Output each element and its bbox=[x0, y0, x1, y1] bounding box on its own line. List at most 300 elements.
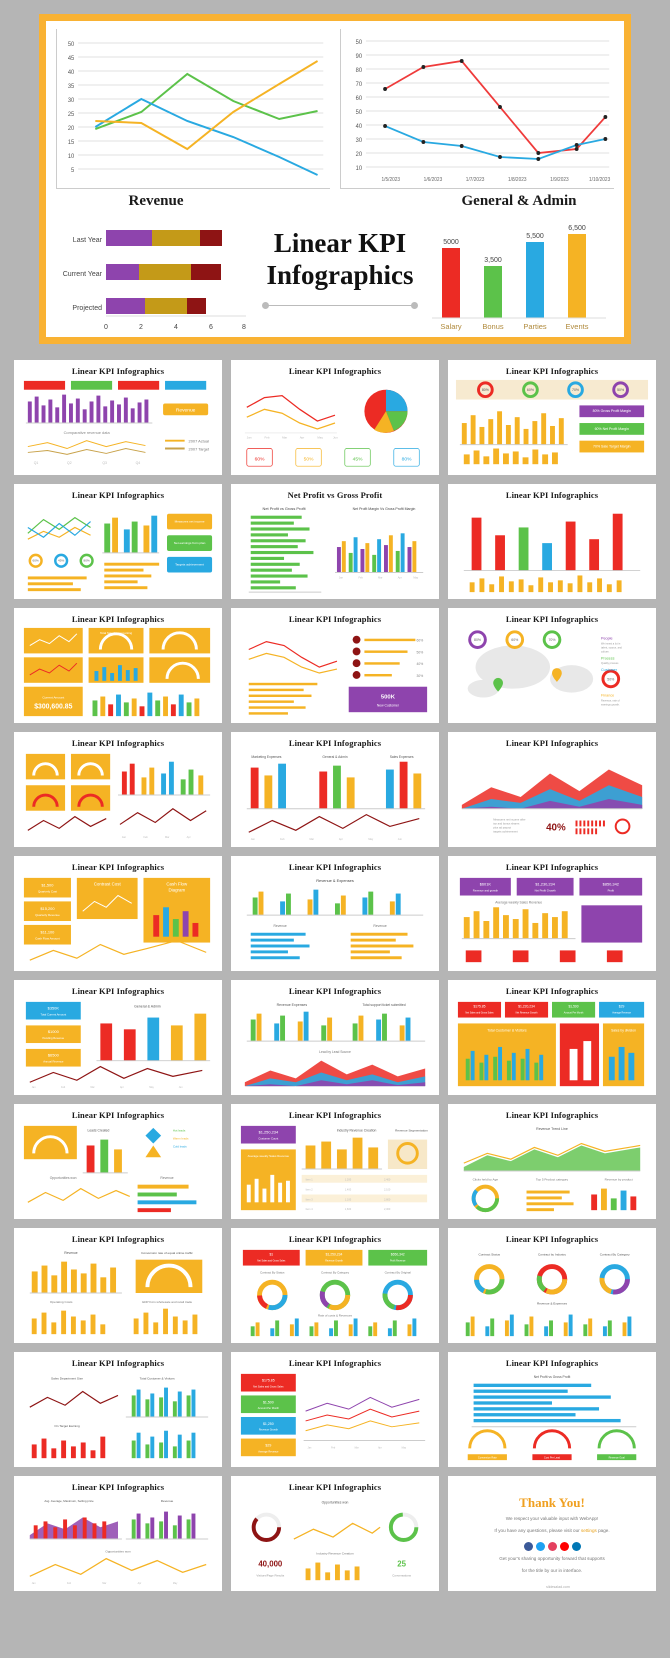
svg-text:Total Current Amount: Total Current Amount bbox=[40, 1013, 67, 1017]
slide-content bbox=[237, 751, 433, 843]
svg-text:earnings growth.: earnings growth. bbox=[601, 703, 620, 707]
svg-text:1/5/2023: 1/5/2023 bbox=[381, 177, 401, 184]
slide-content bbox=[20, 1495, 216, 1587]
slide-title: Linear KPI Infographics bbox=[288, 1234, 382, 1244]
slide-title: Linear KPI Infographics bbox=[71, 1234, 165, 1244]
svg-text:40%: 40% bbox=[546, 822, 566, 834]
slide-thumb-21[interactable] bbox=[448, 1104, 656, 1219]
svg-text:Revenue: Revenue bbox=[175, 408, 196, 414]
slide-thumb-22[interactable] bbox=[14, 1228, 222, 1343]
svg-text:Jan: Jan bbox=[250, 838, 255, 842]
slide-title: Linear KPI Infographics bbox=[505, 1358, 599, 1368]
svg-text:70: 70 bbox=[355, 81, 363, 89]
svg-text:50%: 50% bbox=[416, 650, 424, 655]
svg-text:Rate of costs & Revenues: Rate of costs & Revenues bbox=[318, 1313, 352, 1318]
svg-text:Revenue by product: Revenue by product bbox=[604, 1177, 633, 1182]
svg-text:1/9/2023: 1/9/2023 bbox=[550, 177, 569, 184]
svg-text:Visitors/Page Results: Visitors/Page Results bbox=[256, 1573, 285, 1578]
svg-text:$650,342: $650,342 bbox=[390, 1252, 405, 1257]
svg-text:May: May bbox=[368, 838, 374, 842]
slide-content bbox=[237, 1123, 433, 1215]
slide-thumb-20[interactable] bbox=[231, 1104, 439, 1219]
slide-thumb-13[interactable] bbox=[14, 856, 222, 971]
svg-text:Process: Process bbox=[601, 656, 615, 661]
svg-text:Sales by division: Sales by division bbox=[611, 1028, 636, 1033]
svg-text:50%: 50% bbox=[617, 388, 625, 393]
svg-text:Net Profit vs Gross Profit: Net Profit vs Gross Profit bbox=[533, 1374, 571, 1379]
slide-thumb-4[interactable] bbox=[14, 484, 222, 599]
svg-text:$1,250,234: $1,250,234 bbox=[258, 1129, 279, 1135]
svg-text:50: 50 bbox=[355, 109, 363, 117]
slide-thumb-19[interactable] bbox=[14, 1104, 222, 1219]
footer-brand: slidesalad.com bbox=[546, 1585, 570, 1589]
svg-text:Marketing Expenses: Marketing Expenses bbox=[251, 754, 282, 759]
svg-text:Average weekly Sales Revenue: Average weekly Sales Revenue bbox=[495, 900, 543, 905]
slide-title: Linear KPI Infographics bbox=[288, 862, 382, 872]
svg-text:Conversion Rate: Conversion Rate bbox=[477, 1456, 497, 1460]
slide-content bbox=[454, 875, 650, 967]
svg-text:90: 90 bbox=[355, 53, 363, 61]
svg-text:60: 60 bbox=[355, 95, 363, 103]
svg-text:Apr: Apr bbox=[186, 836, 191, 840]
slide-thumb-5[interactable] bbox=[231, 484, 439, 599]
svg-text:$175.85: $175.85 bbox=[262, 1378, 275, 1383]
slide-title: Linear KPI Infographics bbox=[505, 862, 599, 872]
slide-thumb-1[interactable] bbox=[14, 360, 222, 475]
svg-text:$1000: $1000 bbox=[47, 1029, 59, 1035]
svg-text:1/6/2023: 1/6/2023 bbox=[423, 177, 443, 184]
svg-text:GDP from wholesale and retail: GDP from wholesale and retail trade bbox=[141, 1299, 193, 1304]
svg-text:Quarterly Revenue: Quarterly Revenue bbox=[35, 913, 60, 918]
social-icons[interactable] bbox=[454, 1542, 650, 1551]
svg-text:Diagram: Diagram bbox=[168, 887, 186, 893]
svg-text:Net earnings from plan: Net earnings from plan bbox=[173, 541, 206, 546]
svg-text:talent, source, and: talent, source, and bbox=[601, 646, 622, 650]
slide-title: Linear KPI Infographics bbox=[505, 1110, 599, 1120]
svg-text:tax and bonus shares: tax and bonus shares bbox=[493, 822, 520, 826]
svg-text:Current Amount: Current Amount bbox=[42, 695, 65, 700]
hero-top-charts bbox=[56, 29, 614, 189]
svg-text:Revenue Trend Line: Revenue Trend Line bbox=[536, 1126, 568, 1131]
svg-text:Current Year: Current Year bbox=[62, 271, 102, 278]
svg-text:Feb: Feb bbox=[67, 1583, 72, 1586]
svg-text:$1,500: $1,500 bbox=[41, 882, 54, 888]
slide-thumb-7[interactable] bbox=[14, 608, 222, 723]
slide-title: Linear KPI Infographics bbox=[288, 1358, 382, 1368]
svg-text:Cash Flow: Cash Flow bbox=[166, 881, 188, 887]
slide-thumb-8[interactable] bbox=[231, 608, 439, 723]
svg-text:Apr: Apr bbox=[137, 1583, 142, 1586]
svg-text:Apr: Apr bbox=[378, 1447, 382, 1450]
slide-title: Linear KPI Infographics bbox=[288, 366, 382, 376]
svg-text:May: May bbox=[317, 435, 323, 440]
svg-text:40: 40 bbox=[67, 69, 75, 77]
svg-text:5,500: 5,500 bbox=[526, 233, 544, 240]
svg-text:80%: 80% bbox=[473, 638, 482, 643]
svg-text:2: 2 bbox=[139, 324, 143, 331]
svg-text:$1,500: $1,500 bbox=[262, 1400, 274, 1405]
slide-content bbox=[454, 999, 650, 1091]
svg-text:On Target Earning: On Target Earning bbox=[54, 1423, 80, 1428]
svg-text:Net Profit Growth: Net Profit Growth bbox=[534, 889, 556, 893]
svg-text:Jan: Jan bbox=[121, 836, 127, 840]
svg-text:1/10/2023: 1/10/2023 bbox=[589, 177, 611, 184]
svg-text:New Customer: New Customer bbox=[376, 703, 399, 708]
slide-title: Linear KPI Infographics bbox=[288, 986, 382, 996]
svg-text:Net Profit Margin Vs Gross Pro: Net Profit Margin Vs Gross Profit Margin bbox=[352, 506, 416, 511]
settings-link[interactable]: settings bbox=[580, 1527, 597, 1533]
svg-text:Net Sales and Gross Sales: Net Sales and Gross Sales bbox=[465, 1012, 494, 1015]
hero-line-chart-left bbox=[56, 29, 330, 189]
slide-thumb-2[interactable] bbox=[231, 360, 439, 475]
svg-text:plus ad payout: plus ad payout bbox=[493, 826, 511, 830]
svg-text:70% Sale Target Margin: 70% Sale Target Margin bbox=[593, 444, 631, 449]
svg-text:Warm leads: Warm leads bbox=[172, 1136, 189, 1141]
hero-bottom-row bbox=[56, 193, 614, 341]
hero-slide bbox=[39, 14, 631, 344]
svg-text:Net Sales and Gross Sales: Net Sales and Gross Sales bbox=[257, 1260, 286, 1263]
svg-text:Opportunities won: Opportunities won bbox=[321, 1500, 349, 1505]
slide-content bbox=[20, 503, 216, 595]
svg-text:Revenue: Revenue bbox=[160, 1498, 174, 1503]
svg-text:Revenue and growth: Revenue and growth bbox=[472, 889, 498, 893]
slide-thumb-30-thank-you[interactable] bbox=[448, 1476, 656, 1591]
svg-text:Sales Expenses: Sales Expenses bbox=[389, 754, 414, 759]
svg-text:30%: 30% bbox=[416, 673, 424, 678]
slide-content bbox=[237, 1371, 433, 1463]
svg-text:Customer: Customer bbox=[601, 668, 618, 673]
svg-text:targets achievement: targets achievement bbox=[493, 830, 518, 834]
slide-thumb-26[interactable] bbox=[231, 1352, 439, 1467]
slide-content bbox=[454, 1123, 650, 1215]
svg-text:Sales Department Size: Sales Department Size bbox=[51, 1376, 84, 1381]
svg-text:Revenue & Expenses: Revenue & Expenses bbox=[536, 1301, 568, 1306]
hero-title-line2: Infographics bbox=[266, 259, 414, 290]
hero-revenue-block bbox=[56, 193, 256, 341]
svg-text:Revenue: Revenue bbox=[373, 923, 387, 928]
slide-content bbox=[20, 1123, 216, 1215]
svg-text:Conversations: Conversations bbox=[392, 1573, 412, 1578]
svg-text:Revenue Growth: Revenue Growth bbox=[325, 1260, 343, 1263]
slide-title: Linear KPI Infographics bbox=[288, 1110, 382, 1120]
thank-you-line2 bbox=[464, 1528, 640, 1535]
svg-text:4: 4 bbox=[174, 324, 178, 331]
svg-text:Clicks held by Age: Clicks held by Age bbox=[472, 1177, 499, 1182]
slide-content bbox=[237, 875, 433, 967]
svg-text:80%: 80% bbox=[401, 457, 412, 463]
slide-content bbox=[237, 1247, 433, 1339]
hero-admin-block bbox=[424, 193, 614, 341]
svg-text:80%: 80% bbox=[481, 388, 489, 393]
svg-text:20: 20 bbox=[355, 151, 363, 159]
svg-text:Operating Costs: Operating Costs bbox=[49, 1299, 73, 1304]
svg-text:Bonus: Bonus bbox=[482, 322, 504, 331]
svg-text:Item 1: Item 1 bbox=[305, 1178, 313, 1182]
svg-text:Jun: Jun bbox=[333, 435, 338, 440]
svg-text:Customer Count: Customer Count bbox=[258, 1137, 279, 1141]
slide-title: Linear KPI Infographics bbox=[505, 986, 599, 996]
svg-text:Opportunities won: Opportunities won bbox=[105, 1549, 131, 1554]
svg-text:10: 10 bbox=[67, 153, 75, 161]
slide-title: Linear KPI Infographics bbox=[71, 1482, 165, 1492]
slide-content bbox=[237, 379, 433, 471]
slide-content bbox=[454, 627, 650, 719]
svg-text:60% Net Profit Margin: 60% Net Profit Margin bbox=[594, 426, 629, 431]
hero-title-block bbox=[256, 193, 424, 341]
slide-content bbox=[20, 627, 216, 719]
svg-text:5000: 5000 bbox=[443, 239, 459, 246]
svg-text:2,400: 2,400 bbox=[384, 1178, 391, 1182]
svg-text:Opportunities won: Opportunities won bbox=[49, 1175, 77, 1180]
svg-text:$1,250,234: $1,250,234 bbox=[325, 1252, 343, 1257]
svg-text:Jun: Jun bbox=[178, 1087, 183, 1090]
youtube-icon[interactable] bbox=[560, 1542, 569, 1551]
svg-text:Amount Per Month: Amount Per Month bbox=[257, 1407, 279, 1411]
svg-text:50: 50 bbox=[67, 41, 75, 49]
svg-text:40%: 40% bbox=[416, 662, 424, 667]
svg-text:45%: 45% bbox=[58, 558, 65, 563]
svg-text:80%: 80% bbox=[83, 558, 90, 563]
svg-text:Feb: Feb bbox=[331, 1447, 336, 1450]
svg-text:50%: 50% bbox=[607, 677, 615, 682]
svg-text:Cash Flow Amount: Cash Flow Amount bbox=[35, 936, 60, 941]
slide-thumb-25[interactable] bbox=[14, 1352, 222, 1467]
svg-text:Contrast Cost: Contrast Cost bbox=[93, 881, 121, 887]
slide-content bbox=[20, 1247, 216, 1339]
svg-text:Annual Revenue: Annual Revenue bbox=[43, 1060, 64, 1064]
svg-text:40,000: 40,000 bbox=[258, 1559, 283, 1569]
svg-text:$6500: $6500 bbox=[47, 1052, 59, 1058]
slide-thumb-9[interactable] bbox=[448, 608, 656, 723]
svg-text:Revenue Growth: Revenue Growth bbox=[258, 1428, 278, 1432]
slide-content bbox=[454, 503, 650, 595]
svg-text:General & Admin: General & Admin bbox=[134, 1004, 161, 1009]
svg-text:Revenue: Revenue bbox=[160, 1175, 174, 1180]
svg-text:2,800: 2,800 bbox=[384, 1198, 391, 1202]
svg-text:Top 5 Product category: Top 5 Product category bbox=[535, 1177, 569, 1182]
svg-text:Amount Per Month: Amount Per Month bbox=[563, 1012, 584, 1015]
thank-you-line1: We respect your valuable input with WebApp! bbox=[505, 1516, 599, 1521]
svg-text:Total support ticket submitted: Total support ticket submitted bbox=[362, 1002, 406, 1007]
slide-title: Linear KPI Infographics bbox=[505, 366, 599, 376]
instagram-icon[interactable] bbox=[548, 1542, 557, 1551]
slide-thumb-12[interactable] bbox=[448, 732, 656, 847]
svg-text:Measures net income: Measures net income bbox=[174, 519, 205, 524]
svg-text:$1,230,234: $1,230,234 bbox=[535, 881, 555, 887]
svg-text:Feb: Feb bbox=[264, 435, 270, 440]
svg-text:60%: 60% bbox=[511, 638, 519, 643]
svg-text:Industry Revenue Creation: Industry Revenue Creation bbox=[336, 1128, 377, 1133]
slide-thumb-27[interactable] bbox=[448, 1352, 656, 1467]
svg-text:Hot leads: Hot leads bbox=[172, 1128, 186, 1133]
slide-title: Linear KPI Infographics bbox=[505, 490, 599, 500]
svg-text:Feb: Feb bbox=[280, 838, 285, 842]
svg-text:30: 30 bbox=[355, 137, 363, 145]
slide-title: Linear KPI Infographics bbox=[71, 1110, 165, 1120]
svg-text:60%: 60% bbox=[32, 558, 39, 563]
svg-text:40: 40 bbox=[355, 123, 363, 131]
twitter-icon[interactable] bbox=[536, 1542, 545, 1551]
svg-text:$1,500: $1,500 bbox=[568, 1004, 579, 1009]
svg-text:Revenue Expenses: Revenue Expenses bbox=[276, 1002, 308, 1007]
svg-text:$1: $1 bbox=[269, 1252, 274, 1257]
svg-text:$15,200: $15,200 bbox=[40, 906, 55, 912]
svg-text:15: 15 bbox=[67, 139, 75, 147]
slide-content bbox=[20, 751, 216, 843]
svg-text:May: May bbox=[172, 1583, 178, 1586]
svg-text:45%: 45% bbox=[352, 457, 363, 463]
svg-text:Mar: Mar bbox=[102, 1583, 107, 1586]
slide-grid bbox=[14, 360, 656, 1591]
svg-text:1/8/2023: 1/8/2023 bbox=[507, 177, 527, 184]
svg-text:Profit Revenue: Profit Revenue bbox=[389, 1260, 406, 1263]
svg-text:1,200: 1,200 bbox=[344, 1178, 352, 1182]
svg-text:Avg. Average, Maximum, Selling: Avg. Average, Maximum, Selling price bbox=[44, 1498, 94, 1503]
slide-title: Linear KPI Infographics bbox=[288, 614, 382, 624]
slide-content bbox=[237, 999, 433, 1091]
svg-text:2007 Target: 2007 Target bbox=[188, 446, 210, 452]
svg-text:Mar: Mar bbox=[309, 838, 314, 842]
hero-divider bbox=[265, 305, 415, 306]
svg-text:Apr: Apr bbox=[397, 576, 402, 580]
svg-text:70%: 70% bbox=[571, 388, 580, 393]
slide-title: Linear KPI Infographics bbox=[71, 1358, 165, 1368]
svg-text:Average Revenue: Average Revenue bbox=[258, 1450, 279, 1454]
slide-title: Linear KPI Infographics bbox=[71, 986, 165, 996]
svg-text:Mar: Mar bbox=[378, 576, 383, 580]
svg-text:Contract by Industry: Contract by Industry bbox=[538, 1252, 566, 1257]
svg-text:50%: 50% bbox=[303, 457, 314, 463]
svg-text:25: 25 bbox=[67, 111, 75, 119]
slide-thumb-29[interactable] bbox=[231, 1476, 439, 1591]
slide-content bbox=[237, 627, 433, 719]
svg-text:25: 25 bbox=[397, 1559, 406, 1569]
slide-thumb-15[interactable] bbox=[448, 856, 656, 971]
svg-text:Mar: Mar bbox=[282, 435, 288, 440]
svg-text:Leads Created: Leads Created bbox=[87, 1128, 110, 1133]
svg-text:$11,100: $11,100 bbox=[40, 929, 55, 935]
svg-text:0: 0 bbox=[104, 324, 108, 331]
svg-text:$1,250: $1,250 bbox=[262, 1421, 274, 1426]
revenue-title: Revenue bbox=[128, 193, 184, 209]
svg-text:Revenue: Revenue bbox=[64, 1250, 78, 1255]
svg-text:1,100: 1,100 bbox=[344, 1198, 352, 1202]
svg-text:Mar: Mar bbox=[165, 836, 170, 840]
svg-text:500K: 500K bbox=[380, 694, 395, 701]
slide-thumb-24[interactable] bbox=[448, 1228, 656, 1343]
svg-text:50: 50 bbox=[355, 39, 363, 47]
svg-text:Apr: Apr bbox=[299, 435, 305, 440]
svg-text:General & Admin: General & Admin bbox=[322, 754, 348, 759]
linkedin-icon[interactable] bbox=[572, 1542, 581, 1551]
svg-text:10: 10 bbox=[355, 165, 363, 173]
slide-thumb-16[interactable] bbox=[14, 980, 222, 1095]
svg-text:Profit: Profit bbox=[607, 889, 614, 893]
slide-title: Linear KPI Infographics bbox=[288, 738, 382, 748]
svg-text:Jan: Jan bbox=[246, 435, 252, 440]
slide-title: Linear KPI Infographics bbox=[288, 1482, 382, 1492]
slide-thumb-11[interactable] bbox=[231, 732, 439, 847]
svg-text:$350K: $350K bbox=[47, 1005, 59, 1011]
svg-text:Contract By Status: Contract By Status bbox=[260, 1270, 285, 1275]
svg-text:Contract By Original: Contract By Original bbox=[384, 1270, 411, 1275]
svg-text:70%: 70% bbox=[548, 638, 556, 643]
svg-text:$300,600.85: $300,600.85 bbox=[34, 703, 73, 711]
svg-text:Feb: Feb bbox=[358, 576, 363, 580]
svg-text:Item 2: Item 2 bbox=[305, 1188, 313, 1192]
svg-text:Revenue, rate of: Revenue, rate of bbox=[601, 699, 620, 703]
slide-thumb-23[interactable] bbox=[231, 1228, 439, 1343]
svg-text:Conversion rate of equal onlin: Conversion rate of equal online traffic bbox=[141, 1250, 193, 1255]
svg-text:Q3: Q3 bbox=[102, 461, 107, 466]
svg-text:Contract Status: Contract Status bbox=[478, 1252, 501, 1257]
svg-text:Lead by Lead Source: Lead by Lead Source bbox=[319, 1049, 351, 1054]
slide-content bbox=[20, 875, 216, 967]
svg-text:Item 3: Item 3 bbox=[305, 1198, 313, 1202]
svg-text:Average Revenue: Average Revenue bbox=[612, 1012, 631, 1015]
slide-thumb-3[interactable] bbox=[448, 360, 656, 475]
svg-text:60%: 60% bbox=[254, 457, 265, 463]
svg-text:Projected: Projected bbox=[72, 305, 102, 312]
svg-text:Parties: Parties bbox=[523, 322, 547, 331]
slide-content bbox=[237, 503, 433, 595]
svg-text:45: 45 bbox=[67, 55, 75, 63]
slide-content bbox=[20, 379, 216, 471]
slide-thumb-6[interactable] bbox=[448, 484, 656, 599]
svg-text:Revenue Goal: Revenue Goal bbox=[608, 1456, 625, 1460]
svg-text:People: People bbox=[601, 636, 613, 641]
slide-title: Linear KPI Infographics bbox=[505, 614, 599, 624]
svg-text:Total Customer & Visitors: Total Customer & Visitors bbox=[139, 1376, 175, 1381]
svg-text:Q2: Q2 bbox=[67, 461, 72, 466]
svg-text:6: 6 bbox=[209, 324, 213, 331]
svg-text:1,400: 1,400 bbox=[344, 1188, 352, 1192]
svg-text:35: 35 bbox=[67, 83, 75, 91]
svg-text:60%: 60% bbox=[526, 388, 534, 393]
svg-text:Apr: Apr bbox=[338, 838, 343, 842]
facebook-icon[interactable] bbox=[524, 1542, 533, 1551]
svg-text:Finance: Finance bbox=[601, 693, 615, 698]
slide-thumb-18[interactable] bbox=[448, 980, 656, 1095]
slide-thumb-14[interactable] bbox=[231, 856, 439, 971]
svg-text:2,300: 2,300 bbox=[384, 1208, 391, 1212]
svg-text:$175.85: $175.85 bbox=[473, 1004, 486, 1009]
thank-you-title: Thank You! bbox=[519, 1495, 585, 1510]
svg-text:Feb: Feb bbox=[61, 1087, 66, 1090]
svg-text:Cold leads: Cold leads bbox=[172, 1144, 187, 1149]
svg-text:Average weekly Sales Revenue: Average weekly Sales Revenue bbox=[247, 1154, 290, 1159]
slide-thumb-28[interactable] bbox=[14, 1476, 222, 1591]
svg-text:Contract By Category: Contract By Category bbox=[599, 1252, 630, 1257]
slide-title: Linear KPI Infographics bbox=[71, 490, 165, 500]
svg-text:Cost Per Lead: Cost Per Lead bbox=[543, 1456, 561, 1460]
hero-title-line1: Linear KPI bbox=[273, 228, 407, 259]
svg-text:$850,342: $850,342 bbox=[602, 881, 619, 887]
slide-thumb-17[interactable] bbox=[231, 980, 439, 1095]
svg-text:Jan: Jan bbox=[31, 1087, 36, 1090]
svg-text:$1,220,234: $1,220,234 bbox=[518, 1004, 535, 1009]
svg-text:Feb: Feb bbox=[143, 836, 148, 840]
svg-text:$29: $29 bbox=[618, 1004, 625, 1009]
slide-title: Linear KPI Infographics bbox=[71, 614, 165, 624]
svg-text:Q4: Q4 bbox=[135, 461, 141, 466]
slide-content bbox=[454, 1247, 650, 1339]
svg-text:Q1: Q1 bbox=[33, 461, 39, 466]
slide-title: Linear KPI Infographics bbox=[505, 738, 599, 748]
svg-text:Revenue & Expenses: Revenue & Expenses bbox=[316, 877, 354, 883]
slide-thumb-10[interactable] bbox=[14, 732, 222, 847]
slide-content bbox=[237, 1495, 433, 1587]
